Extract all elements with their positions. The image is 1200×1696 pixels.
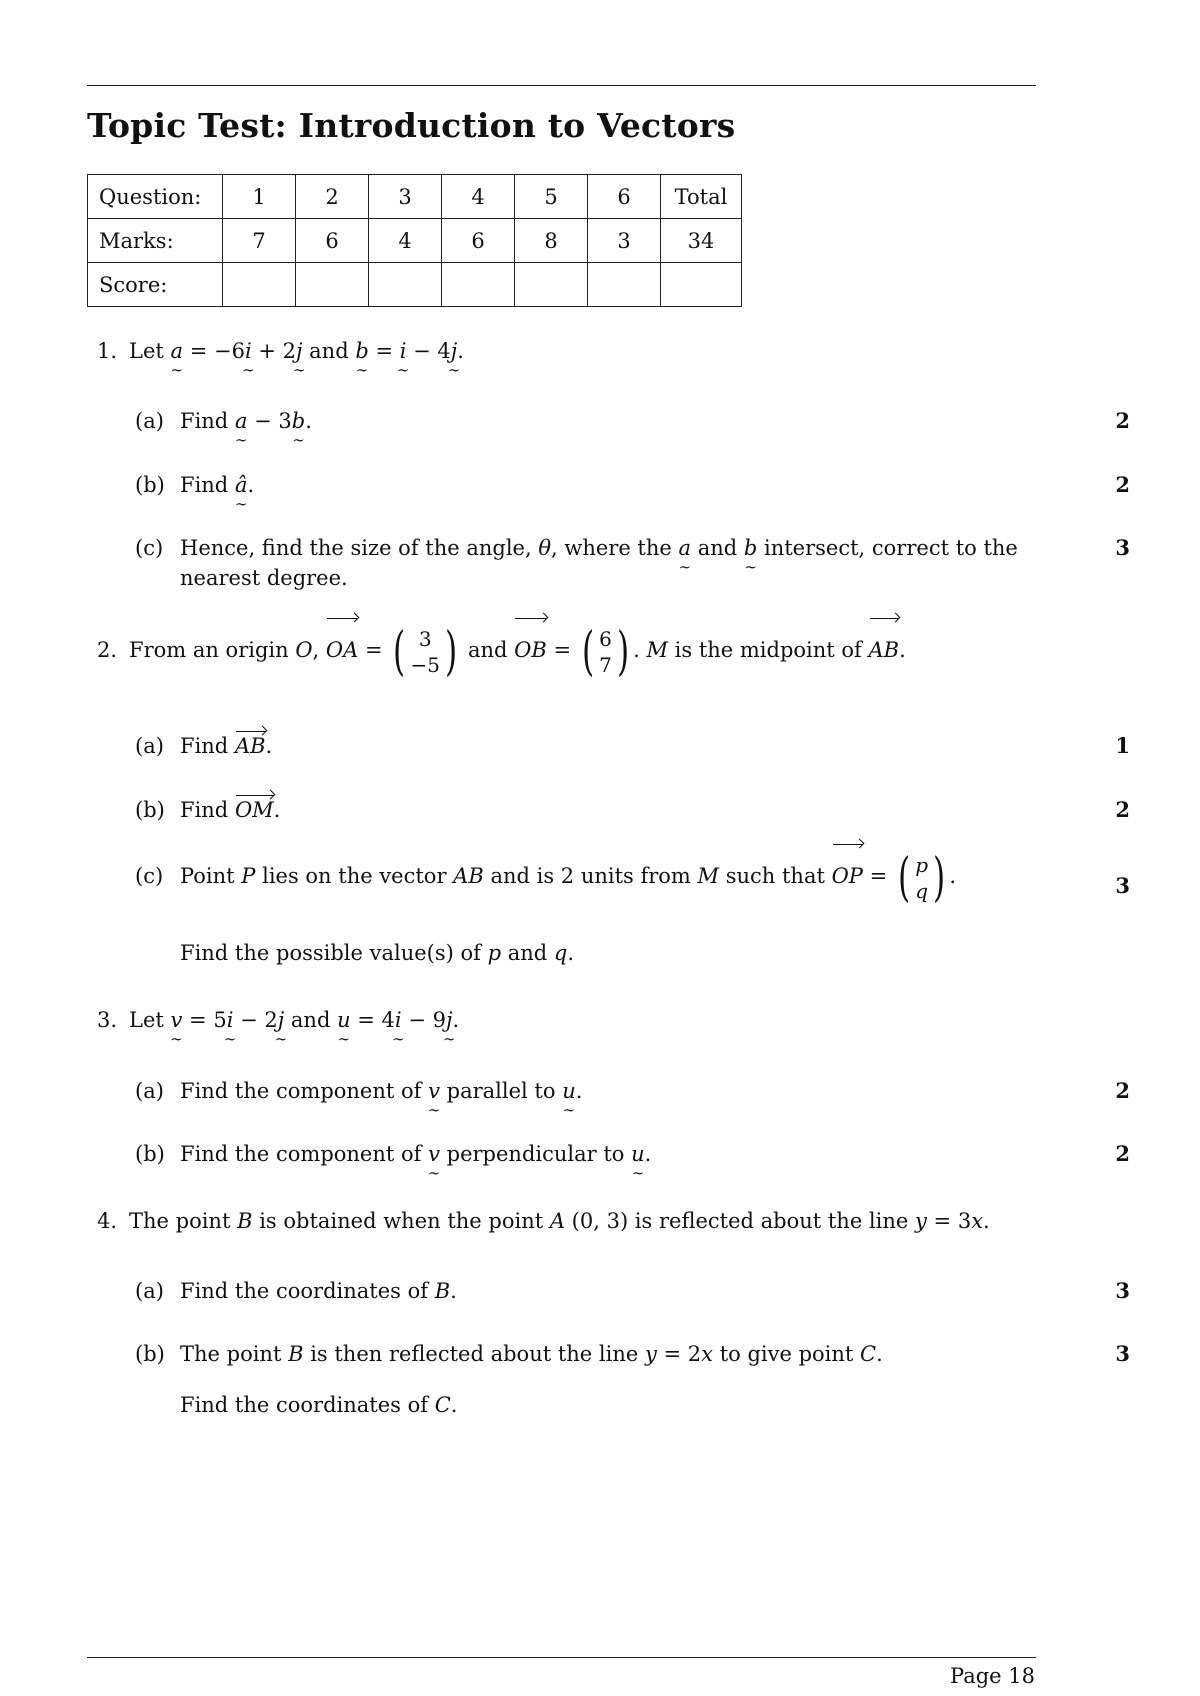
score-cell[interactable] [223, 263, 296, 307]
part-label: (c) [135, 864, 164, 888]
part-label: (a) [135, 734, 164, 758]
column-vector: ( 6 7 ) [581, 621, 630, 682]
question-text: Find the coordinates of [180, 1393, 429, 1417]
question-number: 3. [97, 1008, 118, 1032]
marks-value: 2 [1115, 797, 1130, 822]
part-label: (c) [135, 536, 164, 560]
column-vector: ( 3 −5 ) [393, 621, 458, 682]
question-4b-continued: Find the coordinates of C. [180, 1393, 458, 1417]
question-number: 1. [97, 339, 118, 363]
footer-rule [87, 1657, 1036, 1658]
question-2c-continued: Find the possible value(s) of p and q. [180, 941, 575, 965]
table-cell: 1 [223, 175, 296, 219]
marks-value: 2 [1115, 408, 1130, 433]
question-text: Hence, find the size of the angle, [180, 536, 532, 560]
question-number: 2. [97, 638, 118, 662]
table-cell: 6 [588, 175, 661, 219]
header-rule [87, 85, 1036, 86]
marks-value: 3 [1115, 873, 1130, 898]
table-cell: 6 [442, 219, 515, 263]
question-2a: (a) Find AB. [135, 734, 273, 758]
question-4b: (b) The point B is then reflected about the line y = 2x to give point C. [135, 1342, 883, 1366]
question-2-stem: 2. From an origin O, OA = ( 3 −5 ) and OB = ( 6 7 ) . M is the midpoint of AB. [97, 621, 906, 682]
table-cell: 3 [369, 175, 442, 219]
table-cell: 5 [515, 175, 588, 219]
column-vector: ( p q ) [897, 847, 946, 908]
marks-value: 3 [1115, 1341, 1130, 1366]
table-header-cell: Score: [88, 263, 223, 307]
question-1b: (b) Find â ∼. [135, 472, 254, 498]
table-cell: 6 [296, 219, 369, 263]
question-3b: (b) Find the component of v ∼ perpendicular to u ∼. [135, 1141, 651, 1167]
part-label: (b) [135, 1142, 165, 1166]
table-cell: Total [661, 175, 742, 219]
table-cell: 3 [588, 219, 661, 263]
table-cell: 4 [369, 219, 442, 263]
table-row [88, 219, 742, 263]
table-cell: 7 [223, 219, 296, 263]
marks-value: 2 [1115, 1078, 1130, 1103]
table-cell: 2 [296, 175, 369, 219]
score-cell[interactable] [296, 263, 369, 307]
question-1c-continued [180, 565, 348, 591]
table-header-cell: Question: [88, 175, 223, 219]
question-3-stem: 3. Let v ∼ = 5i ∼ − 2j ∼ and u ∼ = 4i ∼ − 9j ∼. [97, 1007, 459, 1033]
part-label: (b) [135, 1342, 165, 1366]
page-number: Page 18 [950, 1664, 1035, 1688]
score-cell[interactable] [515, 263, 588, 307]
part-label: (a) [135, 1079, 164, 1103]
marks-value: 2 [1115, 472, 1130, 497]
score-cell[interactable] [588, 263, 661, 307]
question-3a: (a) Find the component of v ∼ parallel to u ∼. [135, 1078, 582, 1104]
table-row [88, 263, 742, 307]
question-1c: (c) Hence, find the size of the angle, θ, where the a ∼ and b ∼ intersect, correct to the [135, 535, 1018, 561]
table-row [88, 175, 742, 219]
question-4-stem: 4. The point B is obtained when the point A (0, 3) is reflected about the line y = 3x. [97, 1209, 990, 1233]
marks-value: 1 [1115, 733, 1130, 758]
question-text: Find the possible value(s) of [180, 941, 481, 965]
question-4a: (a) Find the coordinates of B. [135, 1279, 457, 1303]
question-2c: (c) Point P lies on the vector AB and is 2 units from M such that OP = ( p q ) . [135, 847, 956, 908]
part-label: (b) [135, 798, 165, 822]
page-title: Topic Test: Introduction to Vectors [87, 106, 736, 145]
part-label: (a) [135, 409, 164, 433]
table-cell: 34 [661, 219, 742, 263]
question-1-stem: 1. Let a ∼ = −6i ∼ + 2j ∼ and b ∼ = i ∼ − 4j ∼. [97, 338, 464, 364]
marks-value: 3 [1115, 1278, 1130, 1303]
marks-table [87, 174, 742, 307]
table-header-cell: Marks: [88, 219, 223, 263]
marks-value: 3 [1115, 535, 1130, 560]
score-cell[interactable] [442, 263, 515, 307]
question-number: 4. [97, 1209, 118, 1233]
table-cell: 4 [442, 175, 515, 219]
question-text: nearest degree. [180, 566, 348, 590]
part-label: (b) [135, 473, 165, 497]
marks-value: 2 [1115, 1141, 1130, 1166]
question-1a: (a) Find a ∼ − 3b ∼. [135, 408, 312, 434]
table-cell: 8 [515, 219, 588, 263]
part-label: (a) [135, 1279, 164, 1303]
question-2b: (b) Find OM. [135, 798, 281, 822]
score-cell[interactable] [369, 263, 442, 307]
score-cell[interactable] [661, 263, 742, 307]
